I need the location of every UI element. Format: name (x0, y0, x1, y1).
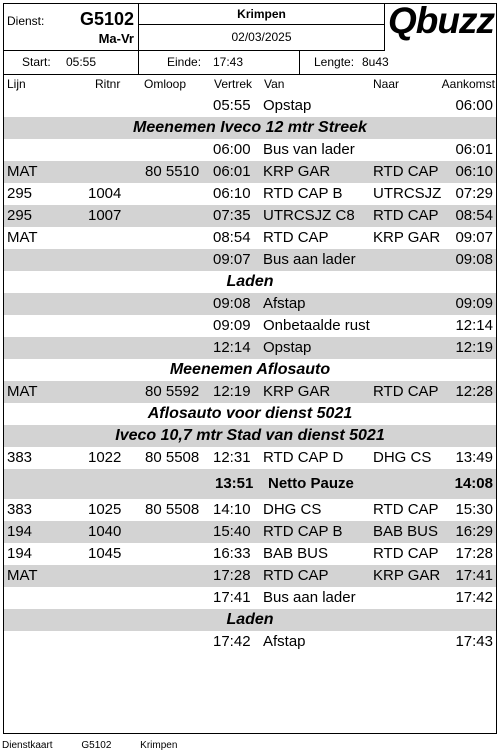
cell-lijn: 194 (7, 545, 33, 562)
cell-ritnr: 1025 (88, 501, 122, 518)
length-cell (300, 51, 496, 74)
table-row (4, 293, 496, 315)
col-vertrek: Vertrek (214, 77, 253, 91)
section-header-row (4, 271, 496, 293)
date: 02/03/2025 (231, 30, 292, 44)
table-row (4, 521, 496, 543)
cell-naar: RTD CAP (373, 163, 439, 180)
schedule-table (4, 95, 496, 653)
cell-van: Onbetaalde rust (263, 317, 370, 334)
section-header-row (4, 609, 496, 631)
section-header-row (4, 403, 496, 425)
cell-van: RTD CAP (263, 567, 329, 584)
cell-aankomst: 06:01 (455, 141, 493, 158)
cell-aankomst: 06:10 (455, 163, 493, 180)
table-row (4, 381, 496, 403)
table-row (4, 565, 496, 587)
cell-naar: RTD CAP (373, 207, 439, 224)
table-row (4, 587, 496, 609)
cell-van: Bus aan lader (263, 251, 356, 268)
cell-vertrek: 09:07 (213, 251, 251, 268)
footer (2, 740, 203, 751)
section-title: Laden (226, 273, 274, 290)
start-label: Start: (22, 55, 51, 69)
cell-van: Opstap (263, 97, 312, 114)
start-cell (4, 51, 139, 74)
table-row (4, 183, 496, 205)
cell-aankomst: 17:41 (455, 567, 493, 584)
cell-van: RTD CAP B (263, 523, 343, 540)
table-row (4, 447, 496, 469)
cell-van: RTD CAP D (263, 449, 344, 466)
cell-aankomst: 09:09 (455, 295, 493, 312)
cell-van: RTD CAP B (263, 185, 343, 202)
cell-van: KRP GAR (263, 163, 331, 180)
cell-aankomst: 15:30 (455, 501, 493, 518)
cell-lijn: 295 (7, 207, 33, 224)
cell-vertrek: 15:40 (213, 523, 251, 540)
start-value: 05:55 (66, 55, 97, 69)
end-label: Einde: (167, 55, 202, 69)
cell-vertrek: 07:35 (213, 207, 251, 224)
location: Krimpen (139, 4, 384, 25)
col-aankomst: Aankomst (441, 77, 495, 91)
col-naar: Naar (373, 77, 400, 91)
cell-aankomst: 13:49 (455, 449, 493, 466)
cell-lijn: 194 (7, 523, 33, 540)
shift-info-bar (4, 51, 496, 75)
cell-lijn: 295 (7, 185, 33, 202)
cell-van: DHG CS (263, 501, 322, 518)
table-row (4, 337, 496, 359)
pause-row (4, 469, 496, 499)
table-row (4, 315, 496, 337)
cell-van: Bus aan lader (263, 589, 356, 606)
cell-vertrek: 12:14 (213, 339, 251, 356)
cell-vertrek: 08:54 (213, 229, 251, 246)
cell-naar: UTRCSJZ (373, 185, 442, 202)
cell-aankomst: 09:07 (455, 229, 493, 246)
cell-omloop: 80 5592 (145, 383, 200, 400)
cell-omloop: 80 5508 (145, 501, 200, 518)
cell-van: Afstap (263, 633, 306, 650)
cell-van: Netto Pauze (268, 475, 354, 492)
cell-vertrek: 17:28 (213, 567, 251, 584)
cell-aankomst: 16:29 (455, 523, 493, 540)
cell-vertrek: 06:10 (213, 185, 251, 202)
cell-van: KRP GAR (263, 383, 331, 400)
cell-ritnr: 1004 (88, 185, 122, 202)
footer-location: Krimpen (140, 740, 178, 751)
footer-code: G5102 (81, 740, 112, 751)
table-row (4, 139, 496, 161)
cell-van: RTD CAP (263, 229, 329, 246)
cell-lijn: 383 (7, 501, 33, 518)
section-title: Meenemen Iveco 12 mtr Streek (133, 119, 367, 136)
service-card (3, 0, 497, 734)
cell-ritnr: 1040 (88, 523, 122, 540)
cell-naar: RTD CAP (373, 383, 439, 400)
cell-vertrek: 06:01 (213, 163, 251, 180)
cell-aankomst: 14:08 (454, 475, 493, 492)
cell-vertrek: 17:42 (213, 633, 251, 650)
dienst-code: G5102 (79, 9, 134, 29)
col-ritnr: Ritnr (95, 77, 121, 91)
cell-lijn: 383 (7, 449, 33, 466)
cell-aankomst: 17:43 (455, 633, 493, 650)
cell-naar: RTD CAP (373, 545, 439, 562)
cell-aankomst: 07:29 (455, 185, 493, 202)
cell-van: BAB BUS (263, 545, 329, 562)
column-headers (4, 75, 496, 95)
table-row (4, 631, 496, 653)
cell-vertrek: 06:00 (213, 141, 251, 158)
cell-naar: BAB BUS (373, 523, 439, 540)
qbuzz-logo: Qbuzz (388, 0, 494, 41)
table-row (4, 95, 496, 117)
cell-naar: DHG CS (373, 449, 432, 466)
col-lijn: Lijn (7, 77, 26, 91)
table-row (4, 499, 496, 521)
cell-vertrek: 05:55 (213, 97, 251, 114)
col-omloop: Omloop (144, 77, 187, 91)
cell-aankomst: 17:42 (455, 589, 493, 606)
cell-naar: KRP GAR (373, 567, 441, 584)
section-header-row (4, 117, 496, 139)
cell-vertrek: 12:19 (213, 383, 251, 400)
cell-van: UTRCSJZ C8 (263, 207, 355, 224)
cell-aankomst: 09:08 (455, 251, 493, 268)
section-header-row (4, 425, 496, 447)
length-value: 8u43 (362, 55, 389, 69)
cell-aankomst: 12:19 (455, 339, 493, 356)
table-row (4, 543, 496, 565)
table-row (4, 205, 496, 227)
cell-omloop: 80 5508 (145, 449, 200, 466)
cell-lijn: MAT (7, 163, 38, 180)
dienst-cell (4, 4, 139, 51)
cell-vertrek: 09:08 (213, 295, 251, 312)
section-title: Laden (226, 611, 274, 628)
length-label: Lengte: (314, 55, 355, 69)
cell-aankomst: 17:28 (455, 545, 493, 562)
cell-vertrek: 13:51 (215, 475, 254, 492)
cell-vertrek: 09:09 (213, 317, 251, 334)
table-row (4, 227, 496, 249)
end-cell (139, 51, 300, 74)
cell-lijn: MAT (7, 567, 38, 584)
cell-lijn: MAT (7, 229, 38, 246)
cell-van: Opstap (263, 339, 312, 356)
section-title: Iveco 10,7 mtr Stad van dienst 5021 (115, 427, 385, 444)
cell-ritnr: 1045 (88, 545, 122, 562)
cell-vertrek: 17:41 (213, 589, 251, 606)
footer-label: Dienstkaart (2, 740, 53, 751)
dienst-label: Dienst: (7, 14, 45, 28)
dienst-dagen: Ma-Vr (98, 31, 134, 46)
cell-aankomst: 12:14 (455, 317, 493, 334)
cell-lijn: MAT (7, 383, 38, 400)
cell-aankomst: 08:54 (455, 207, 493, 224)
end-value: 17:43 (213, 55, 244, 69)
cell-omloop: 80 5510 (145, 163, 200, 180)
cell-van: Afstap (263, 295, 306, 312)
table-row (4, 249, 496, 271)
cell-aankomst: 12:28 (455, 383, 493, 400)
cell-vertrek: 14:10 (213, 501, 251, 518)
cell-vertrek: 16:33 (213, 545, 251, 562)
cell-naar: RTD CAP (373, 501, 439, 518)
header (4, 0, 496, 51)
section-title: Aflosauto voor dienst 5021 (147, 405, 353, 422)
cell-vertrek: 12:31 (213, 449, 251, 466)
section-title: Meenemen Aflosauto (169, 361, 331, 378)
cell-van: Bus van lader (263, 141, 355, 158)
cell-naar: KRP GAR (373, 229, 441, 246)
cell-aankomst: 06:00 (455, 97, 493, 114)
col-van: Van (264, 77, 285, 91)
cell-ritnr: 1007 (88, 207, 122, 224)
table-row (4, 161, 496, 183)
cell-ritnr: 1022 (88, 449, 122, 466)
location-date-cell (139, 4, 385, 51)
section-header-row (4, 359, 496, 381)
